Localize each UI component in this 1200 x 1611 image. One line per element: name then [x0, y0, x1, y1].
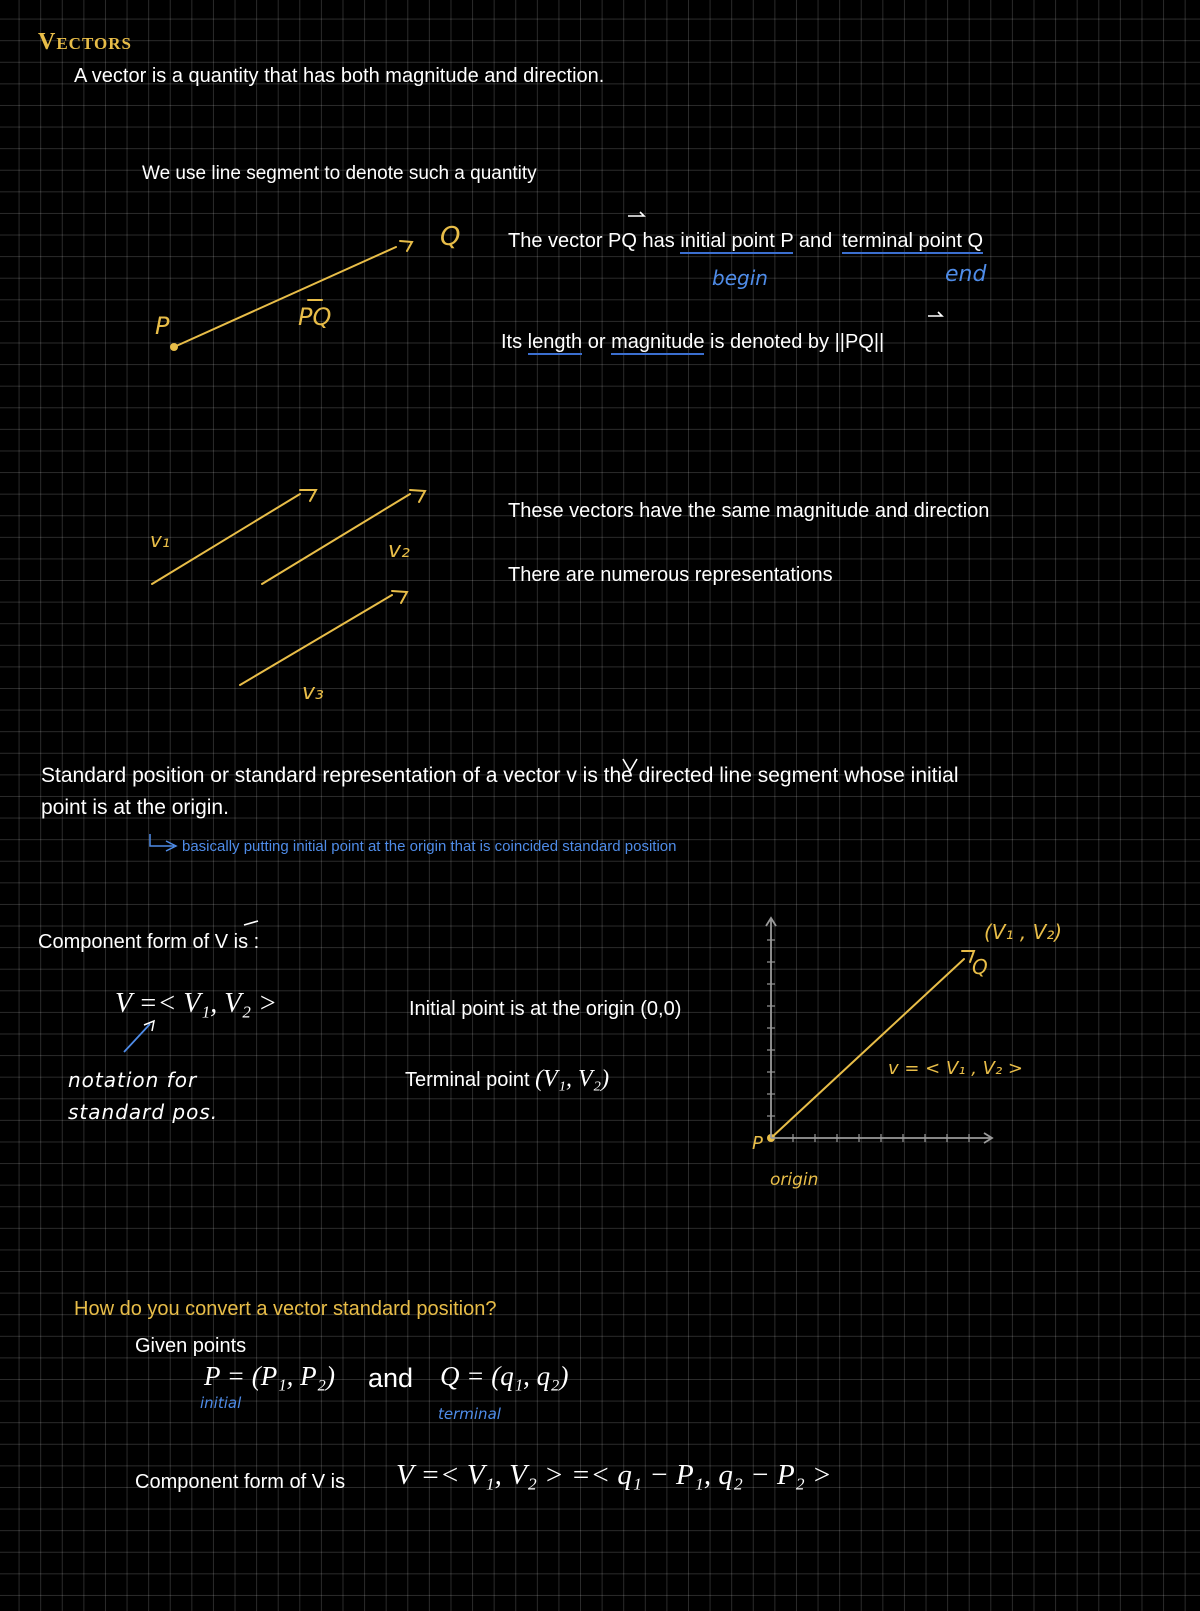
- length-start: Its: [501, 331, 528, 353]
- initial-origin-text: Initial point is at the origin (0,0): [409, 998, 682, 1020]
- axis-ticks: [767, 940, 969, 1142]
- pq-sentence: [508, 229, 983, 253]
- pq-sentence-start: The vector: [508, 230, 609, 252]
- length-or: or: [582, 331, 612, 353]
- standard-line-2: point is at the origin.: [41, 796, 229, 819]
- q-formula: Q = (q₁, q₂): [440, 1361, 569, 1391]
- notation-line-2: standard pos.: [68, 1100, 219, 1124]
- norm-arrow: [928, 312, 942, 316]
- pq-vec-name: PQ: [608, 230, 637, 252]
- begin-note: begin: [712, 266, 768, 290]
- terminal-point-line: [405, 1065, 609, 1094]
- component-formula: V =< V₁, V₂ >: [115, 988, 277, 1019]
- graph-p-label: P: [752, 1133, 763, 1154]
- length-sentence: [501, 330, 884, 354]
- pq-has: has: [636, 230, 681, 252]
- component-label: Component form of V is: [135, 1471, 346, 1493]
- component-difference-formula: V =< V₁, V₂ > =< q₁ − P₁, q₂ − P₂ >: [396, 1459, 832, 1491]
- v1-label: v₁: [150, 528, 170, 552]
- graph-vector-label: v = < V₁ , V₂ >: [888, 1058, 1024, 1079]
- notation-line-1: notation for: [68, 1068, 198, 1092]
- point-q-label: Q: [440, 222, 461, 252]
- v2-label: v₂: [388, 538, 410, 563]
- end-note: end: [945, 262, 987, 287]
- magnitude-word: magnitude: [611, 331, 705, 353]
- graph-q-label: Q: [972, 955, 988, 979]
- point-p-label: P: [155, 312, 170, 340]
- numerous-text: There are numerous representations: [508, 564, 833, 586]
- v3-label: v₃: [302, 680, 324, 705]
- initial-note: initial: [200, 1394, 242, 1412]
- standard-line-1: Standard position or standard representation of a vector v is the directed line segment whose initial: [41, 764, 959, 787]
- component-v-arrow: [244, 921, 258, 925]
- p-formula: P = (P₁, P₂): [204, 1361, 335, 1391]
- terminal-note: terminal: [438, 1405, 501, 1423]
- standard-note: basically putting initial point at the origin that is coincided standard position: [182, 838, 677, 855]
- component-heading: Component form of V is :: [38, 931, 260, 953]
- convert-question: How do you convert a vector standard position?: [74, 1298, 497, 1320]
- vector-v1-arrowhead: [300, 490, 316, 501]
- notation-arrow: [124, 1024, 150, 1052]
- vector-v1-line: [152, 494, 300, 584]
- convert-and: and: [368, 1363, 414, 1393]
- intro-text: A vector is a quantity that has both magnitude and direction.: [74, 65, 605, 87]
- terminal-point-label: Terminal point: [405, 1069, 536, 1091]
- vector-pq-arrowhead: [400, 241, 412, 251]
- vector-v3-arrowhead: [392, 591, 407, 603]
- page-title: Vectors: [38, 29, 132, 55]
- pq-and: and: [793, 230, 838, 252]
- graph-vector-line: [771, 959, 964, 1138]
- same-magnitude-text: These vectors have the same magnitude and direction: [508, 500, 990, 522]
- vector-pq-line: [174, 247, 396, 347]
- vector-v2-arrowhead: [410, 490, 425, 502]
- graph-origin-label: origin: [770, 1170, 819, 1190]
- vector-v3-line: [240, 595, 392, 685]
- initial-point-text: initial point P: [680, 230, 794, 252]
- norm-expression: ||PQ||: [834, 331, 885, 353]
- segment-note: We use line segment to denote such a quantity: [142, 163, 537, 184]
- pq-text-arrow: [628, 212, 644, 216]
- length-denoted: is denoted by: [704, 331, 835, 353]
- length-word: length: [527, 331, 583, 353]
- note-bent-arrow: [150, 834, 174, 846]
- given-points: Given points: [135, 1335, 247, 1357]
- vector-pq-label: PQ: [298, 303, 332, 331]
- point-p-dot: [170, 343, 178, 351]
- terminal-point-value: (V₁, V₂): [535, 1066, 610, 1092]
- terminal-point-text: terminal point Q: [841, 230, 984, 252]
- graph-point-label: (V₁ , V₂): [984, 920, 1063, 944]
